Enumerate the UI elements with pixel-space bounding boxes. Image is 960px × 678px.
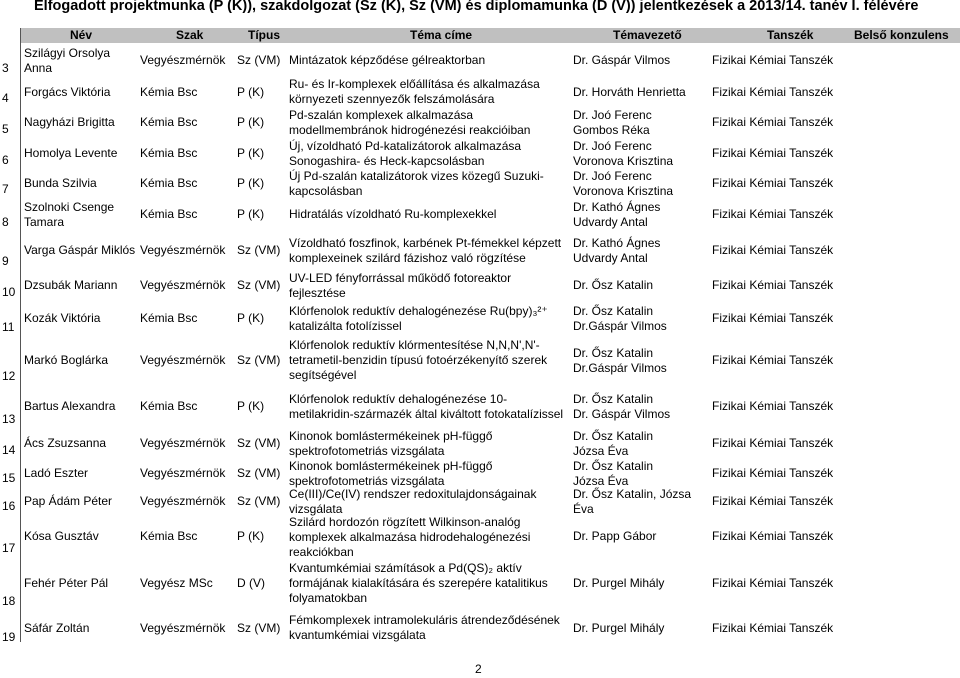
department-cell: Fizikai Kémiai Tanszék xyxy=(712,494,834,508)
student-name: Nagyházi Brigitta xyxy=(24,115,115,129)
department-cell: Fizikai Kémiai Tanszék xyxy=(712,353,834,367)
department-cell: Fizikai Kémiai Tanszék xyxy=(712,115,834,129)
major-cell: Vegyészmérnök xyxy=(140,436,226,450)
student-name: Ács Zsuzsanna xyxy=(24,436,107,450)
department-cell: Fizikai Kémiai Tanszék xyxy=(712,436,834,450)
topic-line: Kinonok bomlástermékeinek pH-függő xyxy=(289,459,493,473)
row-number: 18 xyxy=(2,594,16,608)
supervisor-line: Dr. Kathó Ágnes xyxy=(573,236,661,250)
student-name: Bunda Szilvia xyxy=(24,176,97,190)
topic-line: Szilárd hordozón rögzített Wilkinson-analóg xyxy=(289,515,521,529)
row-number: 6 xyxy=(2,153,9,167)
topic-line: spektrofotometriás vizsgálata xyxy=(289,474,445,488)
student-name: Kozák Viktória xyxy=(24,311,101,325)
supervisor-line: Dr. Kathó Ágnes xyxy=(573,200,661,214)
major-cell: Vegyészmérnök xyxy=(140,278,226,292)
supervisor-line: Dr. Ősz Katalin xyxy=(573,304,654,318)
row-number: 13 xyxy=(2,412,16,426)
department-cell: Fizikai Kémiai Tanszék xyxy=(712,207,834,221)
type-cell: P (K) xyxy=(237,207,265,221)
table-row xyxy=(0,487,960,515)
supervisor-line: Gombos Réka xyxy=(573,123,650,137)
major-cell: Kémia Bsc xyxy=(140,176,198,190)
topic-line: fejlesztése xyxy=(289,286,346,300)
student-name: Bartus Alexandra xyxy=(24,399,116,413)
table-row xyxy=(0,301,960,336)
table-row xyxy=(0,169,960,198)
major-cell: Kémia Bsc xyxy=(140,115,198,129)
supervisor-line: Voronova Krisztina xyxy=(573,184,674,198)
topic-line: folyamatokban xyxy=(289,591,368,605)
row-number: 9 xyxy=(2,254,9,268)
topic-line: metilakridin-származék által kiváltott fotokatalízissel xyxy=(289,407,564,421)
row-number: 7 xyxy=(2,182,9,196)
table-row xyxy=(0,231,960,270)
row-number: 10 xyxy=(2,285,16,299)
topic-line: Hidratálás vízoldható Ru-komplexekkel xyxy=(289,207,497,221)
row-number: 19 xyxy=(2,630,16,644)
row-number: 17 xyxy=(2,541,16,555)
department-cell: Fizikai Kémiai Tanszék xyxy=(712,311,834,325)
table-row xyxy=(0,44,960,77)
topic-line: modellmembránok hidrogénezési reakcióiban xyxy=(289,123,531,137)
type-cell: Sz (VM) xyxy=(237,53,281,67)
header-topic: Téma címe xyxy=(410,28,473,42)
department-cell: Fizikai Kémiai Tanszék xyxy=(712,85,834,99)
topic-line: spektrofotometriás vizsgálata xyxy=(289,444,445,458)
supervisor-line: Dr. Papp Gábor xyxy=(573,529,657,543)
supervisor-line: Udvardy Antal xyxy=(573,251,648,265)
type-cell: Sz (VM) xyxy=(237,621,281,635)
student-name: Anna xyxy=(24,61,53,75)
topic-line: kapcsolásban xyxy=(289,184,363,198)
department-cell: Fizikai Kémiai Tanszék xyxy=(712,243,834,257)
table-row xyxy=(0,138,960,169)
topic-line: Pd-szalán komplexek alkalmazása xyxy=(289,108,474,122)
student-name: Szolnoki Csenge xyxy=(24,200,115,214)
row-number: 12 xyxy=(2,369,16,383)
student-name: Szilágyi Orsolya xyxy=(24,46,111,60)
major-cell: Vegyészmérnök xyxy=(140,353,226,367)
topic-line: Ce(III)/Ce(IV) rendszer redoxitulajdonságainak xyxy=(289,487,537,501)
major-cell: Vegyészmérnök xyxy=(140,466,226,480)
student-name: Pap Ádám Péter xyxy=(24,494,113,508)
supervisor-line: Udvardy Antal xyxy=(573,215,648,229)
topic-line: Mintázatok képződése gélreaktorban xyxy=(289,53,486,67)
topic-line: Fémkomplexek intramolekuláris átrendeződésének xyxy=(289,613,560,627)
major-cell: Kémia Bsc xyxy=(140,207,198,221)
supervisor-line: Dr.Gáspár Vilmos xyxy=(573,361,667,375)
type-cell: Sz (VM) xyxy=(237,466,281,480)
supervisor-line: Dr. Ősz Katalin xyxy=(573,459,654,473)
table-row xyxy=(0,336,960,385)
topic-line: Új, vízoldható Pd-katalizátorok alkalmazása xyxy=(289,139,522,153)
table-row xyxy=(0,459,960,487)
department-cell: Fizikai Kémiai Tanszék xyxy=(712,399,834,413)
topic-line: formájának kialakítására és szerepére katalitikus xyxy=(289,576,548,590)
supervisor-line: Dr.Gáspár Vilmos xyxy=(573,319,667,333)
topic-line: Klórfenolok reduktív dehalogénezése Ru(bpy)₃²⁺ xyxy=(289,304,548,318)
supervisor-line: Éva xyxy=(573,502,594,516)
department-cell: Fizikai Kémiai Tanszék xyxy=(712,529,834,543)
topic-line: Vízoldható foszfinok, karbének Pt-fémekkel képzett xyxy=(289,236,562,250)
supervisor-line: Voronova Krisztina xyxy=(573,154,674,168)
table-header xyxy=(20,28,960,43)
major-cell: Kémia Bsc xyxy=(140,311,198,325)
topic-line: Klórfenolok reduktív dehalogénezése 10- xyxy=(289,392,508,406)
student-name: Varga Gáspár Miklós xyxy=(24,243,136,257)
major-cell: Kémia Bsc xyxy=(140,529,198,543)
supervisor-line: Dr. Ősz Katalin xyxy=(573,278,654,292)
type-cell: Sz (VM) xyxy=(237,243,281,257)
major-cell: Vegyészmérnök xyxy=(140,621,226,635)
topic-line: katalizálta fotolízissel xyxy=(289,319,402,333)
header-name: Név xyxy=(70,28,93,42)
row-number: 11 xyxy=(2,320,15,334)
type-cell: P (K) xyxy=(237,115,265,129)
department-cell: Fizikai Kémiai Tanszék xyxy=(712,176,834,190)
header-type: Típus xyxy=(248,28,280,42)
department-cell: Fizikai Kémiai Tanszék xyxy=(712,576,834,590)
table-row xyxy=(0,610,960,646)
type-cell: P (K) xyxy=(237,529,265,543)
type-cell: P (K) xyxy=(237,399,265,413)
topic-line: komplexek alkalmazása hidrodehalogénezési xyxy=(289,530,531,544)
topic-line: UV-LED fényforrással működő fotoreaktor xyxy=(289,271,512,285)
type-cell: D (V) xyxy=(237,576,265,590)
row-number: 3 xyxy=(2,61,9,75)
header-department: Tanszék xyxy=(767,28,814,42)
row-number: 5 xyxy=(2,122,9,136)
row-number: 14 xyxy=(2,443,16,457)
table-row xyxy=(0,270,960,301)
supervisor-line: Józsa Éva xyxy=(573,444,629,458)
type-cell: Sz (VM) xyxy=(237,353,281,367)
major-cell: Kémia Bsc xyxy=(140,146,198,160)
student-name: Kósa Gusztáv xyxy=(24,529,99,543)
supervisor-line: Dr. Joó Ferenc xyxy=(573,108,652,122)
topic-line: kvantumkémiai vizsgálata xyxy=(289,628,426,642)
topic-line: Kinonok bomlástermékeinek pH-függő xyxy=(289,429,493,443)
topic-line: Klórfenolok reduktív klórmentesítése N,N,N',N'- xyxy=(289,338,540,352)
supervisor-line: Dr. Purgel Mihály xyxy=(573,621,665,635)
supervisor-line: Dr. Joó Ferenc xyxy=(573,139,652,153)
page-number: 2 xyxy=(475,662,482,676)
topic-line: komplexeinek szilárd fázishoz való rögzítése xyxy=(289,251,526,265)
student-name: Tamara xyxy=(24,215,65,229)
topic-line: Kvantumkémiai számítások a Pd(QS)₂ aktív xyxy=(289,561,522,575)
row-number: 4 xyxy=(2,91,9,105)
major-cell: Vegyészmérnök xyxy=(140,243,226,257)
department-cell: Fizikai Kémiai Tanszék xyxy=(712,278,834,292)
major-cell: Vegyész MSc xyxy=(140,576,213,590)
topic-line: Ru- és Ir-komplexek előállítása és alkalmazása xyxy=(289,77,540,91)
topic-line: Új Pd-szalán katalizátorok vizes közegű Suzuki- xyxy=(289,169,544,183)
row-number: 8 xyxy=(2,215,9,229)
type-cell: P (K) xyxy=(237,146,265,160)
student-name: Forgács Viktória xyxy=(24,85,111,99)
header-consultant: Belső konzulens xyxy=(854,28,949,42)
type-cell: Sz (VM) xyxy=(237,436,281,450)
page-title: Elfogadott projektmunka (P (K)), szakdolgozat (Sz (K), Sz (VM) és diplomamunka (D (V)) jelentkezések a 2013/14. tanév I. félévére xyxy=(34,0,919,14)
type-cell: P (K) xyxy=(237,85,265,99)
header-major: Szak xyxy=(176,28,204,42)
student-name: Homolya Levente xyxy=(24,146,118,160)
table-row xyxy=(0,428,960,459)
major-cell: Kémia Bsc xyxy=(140,85,198,99)
student-name: Ladó Eszter xyxy=(24,466,89,480)
supervisor-line: Dr. Ősz Katalin xyxy=(573,346,654,360)
supervisor-line: Dr. Ősz Katalin xyxy=(573,392,654,406)
supervisor-line: Józsa Éva xyxy=(573,474,629,488)
supervisor-line: Dr. Horváth Henrietta xyxy=(573,85,686,99)
supervisor-line: Dr. Ősz Katalin, Józsa xyxy=(573,487,692,501)
major-cell: Kémia Bsc xyxy=(140,399,198,413)
topic-line: reakciókban xyxy=(289,545,354,559)
type-cell: Sz (VM) xyxy=(237,278,281,292)
type-cell: P (K) xyxy=(237,176,265,190)
type-cell: P (K) xyxy=(237,311,265,325)
supervisor-line: Dr. Purgel Mihály xyxy=(573,576,665,590)
department-cell: Fizikai Kémiai Tanszék xyxy=(712,466,834,480)
header-supervisor: Témavezető xyxy=(613,28,682,42)
table-row xyxy=(0,107,960,138)
major-cell: Vegyészmérnök xyxy=(140,53,226,67)
table-row xyxy=(0,385,960,428)
department-cell: Fizikai Kémiai Tanszék xyxy=(712,53,834,67)
table-row xyxy=(0,77,960,107)
supervisor-line: Dr. Gáspár Vilmos xyxy=(573,53,671,67)
topic-line: tetrametil-benzidin típusú fotoérzékenyítő szerek xyxy=(289,353,548,367)
supervisor-line: Dr. Joó Ferenc xyxy=(573,169,652,183)
department-cell: Fizikai Kémiai Tanszék xyxy=(712,146,834,160)
topic-line: vizsgálata xyxy=(289,502,343,516)
row-number: 15 xyxy=(2,471,16,485)
table-row xyxy=(0,557,960,610)
topic-line: Sonogashira- és Heck-kapcsolásban xyxy=(289,154,485,168)
department-cell: Fizikai Kémiai Tanszék xyxy=(712,621,834,635)
student-name: Sáfár Zoltán xyxy=(24,621,90,635)
row-number: 16 xyxy=(2,499,16,513)
topic-line: környezeti szennyezők felszámolására xyxy=(289,92,495,106)
type-cell: Sz (VM) xyxy=(237,494,281,508)
supervisor-line: Dr. Ősz Katalin xyxy=(573,429,654,443)
topic-line: segítségével xyxy=(289,368,357,382)
student-name: Dzsubák Mariann xyxy=(24,278,118,292)
major-cell: Vegyészmérnök xyxy=(140,494,226,508)
student-name: Markó Boglárka xyxy=(24,353,109,367)
student-name: Fehér Péter Pál xyxy=(24,576,109,590)
supervisor-line: Dr. Gáspár Vilmos xyxy=(573,407,671,421)
table-row xyxy=(0,515,960,557)
table-row xyxy=(0,198,960,231)
